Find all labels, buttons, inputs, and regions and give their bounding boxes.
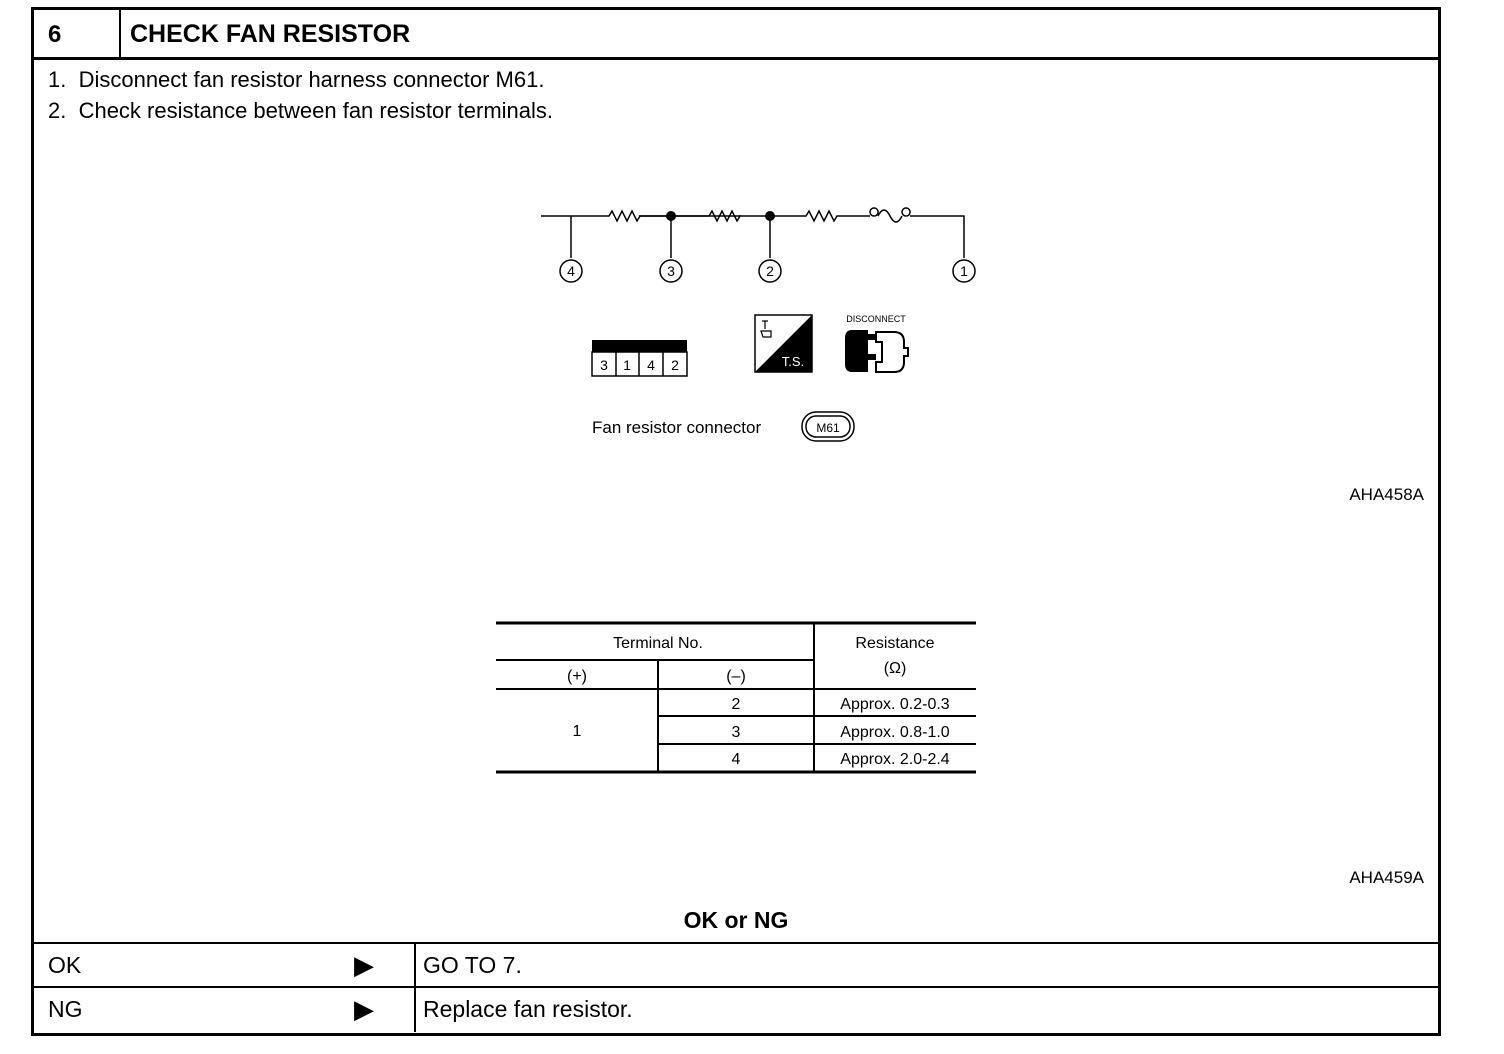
figure-code: AHA458A: [1349, 485, 1424, 504]
arrow-right-icon: ▶: [354, 994, 374, 1024]
table-cell-plus: 1: [572, 723, 582, 740]
column-divider: [414, 944, 416, 988]
result-key: OK: [48, 952, 82, 978]
terminal-label: 3: [667, 263, 675, 279]
result-key: NG: [48, 996, 83, 1022]
step-header: [34, 10, 1438, 60]
table-cell-minus: 4: [731, 751, 741, 768]
connector-caption: Fan resistor connector: [592, 418, 762, 437]
connector-pin: 4: [647, 357, 655, 373]
instruction-step: 1. Disconnect fan resistor harness connector M61.: [48, 67, 545, 92]
table-header-minus: (–): [726, 668, 746, 685]
connector-pin: 3: [600, 357, 608, 373]
connector-pin: 2: [671, 357, 679, 373]
connector-id-badge: [802, 412, 854, 441]
disconnect-icon: [845, 314, 908, 372]
thermal-fuse: [864, 208, 964, 258]
table-cell-minus: 2: [731, 696, 741, 713]
table-header-unit: (Ω): [883, 660, 907, 677]
table-cell-resistance: Approx. 0.8-1.0: [840, 724, 950, 741]
arrow-right-icon: ▶: [354, 950, 374, 980]
table-header-plus: (+): [567, 668, 587, 685]
connector-face: [592, 340, 687, 376]
step-title: CHECK FAN RESISTOR: [130, 20, 411, 48]
fan-resistor-circuit-diagram: [514, 190, 994, 460]
ts-label: T.S.: [781, 354, 805, 369]
junction-dot: [765, 211, 775, 221]
result-action: GO TO 7.: [423, 952, 522, 978]
resistor-wire: [739, 211, 864, 221]
table-cell-minus: 3: [731, 724, 741, 741]
table-cell-resistance: Approx. 0.2-0.3: [840, 696, 950, 713]
junction-dot: [666, 211, 676, 221]
disconnect-label: DISCONNECT: [846, 314, 906, 324]
connector-pin: 1: [623, 357, 631, 373]
table-header-resistance: Resistance: [855, 635, 935, 652]
table-cell-resistance: Approx. 2.0-2.4: [840, 751, 950, 768]
inspection-procedure-frame: [31, 7, 1441, 1036]
instruction-step: 2. Check resistance between fan resistor terminals.: [48, 98, 554, 123]
table-header-terminal: Terminal No.: [613, 635, 703, 652]
resistor-wire: [639, 211, 740, 221]
terminal-label: 2: [766, 263, 774, 279]
result-row-ng: [34, 986, 1438, 1030]
result-action: Replace fan resistor.: [423, 996, 633, 1022]
terminal-label: 1: [960, 263, 968, 279]
step-number: 6: [34, 10, 121, 57]
connector-id: M61: [816, 421, 840, 435]
column-divider: [414, 988, 416, 1032]
tester-icon: [755, 315, 812, 372]
resistance-table: [494, 620, 978, 780]
terminal-label: 4: [567, 263, 575, 279]
result-question: OK or NG: [683, 907, 789, 933]
instruction-list: [48, 64, 553, 126]
result-row-ok: [34, 942, 1438, 986]
figure-code: AHA459A: [1349, 868, 1424, 887]
